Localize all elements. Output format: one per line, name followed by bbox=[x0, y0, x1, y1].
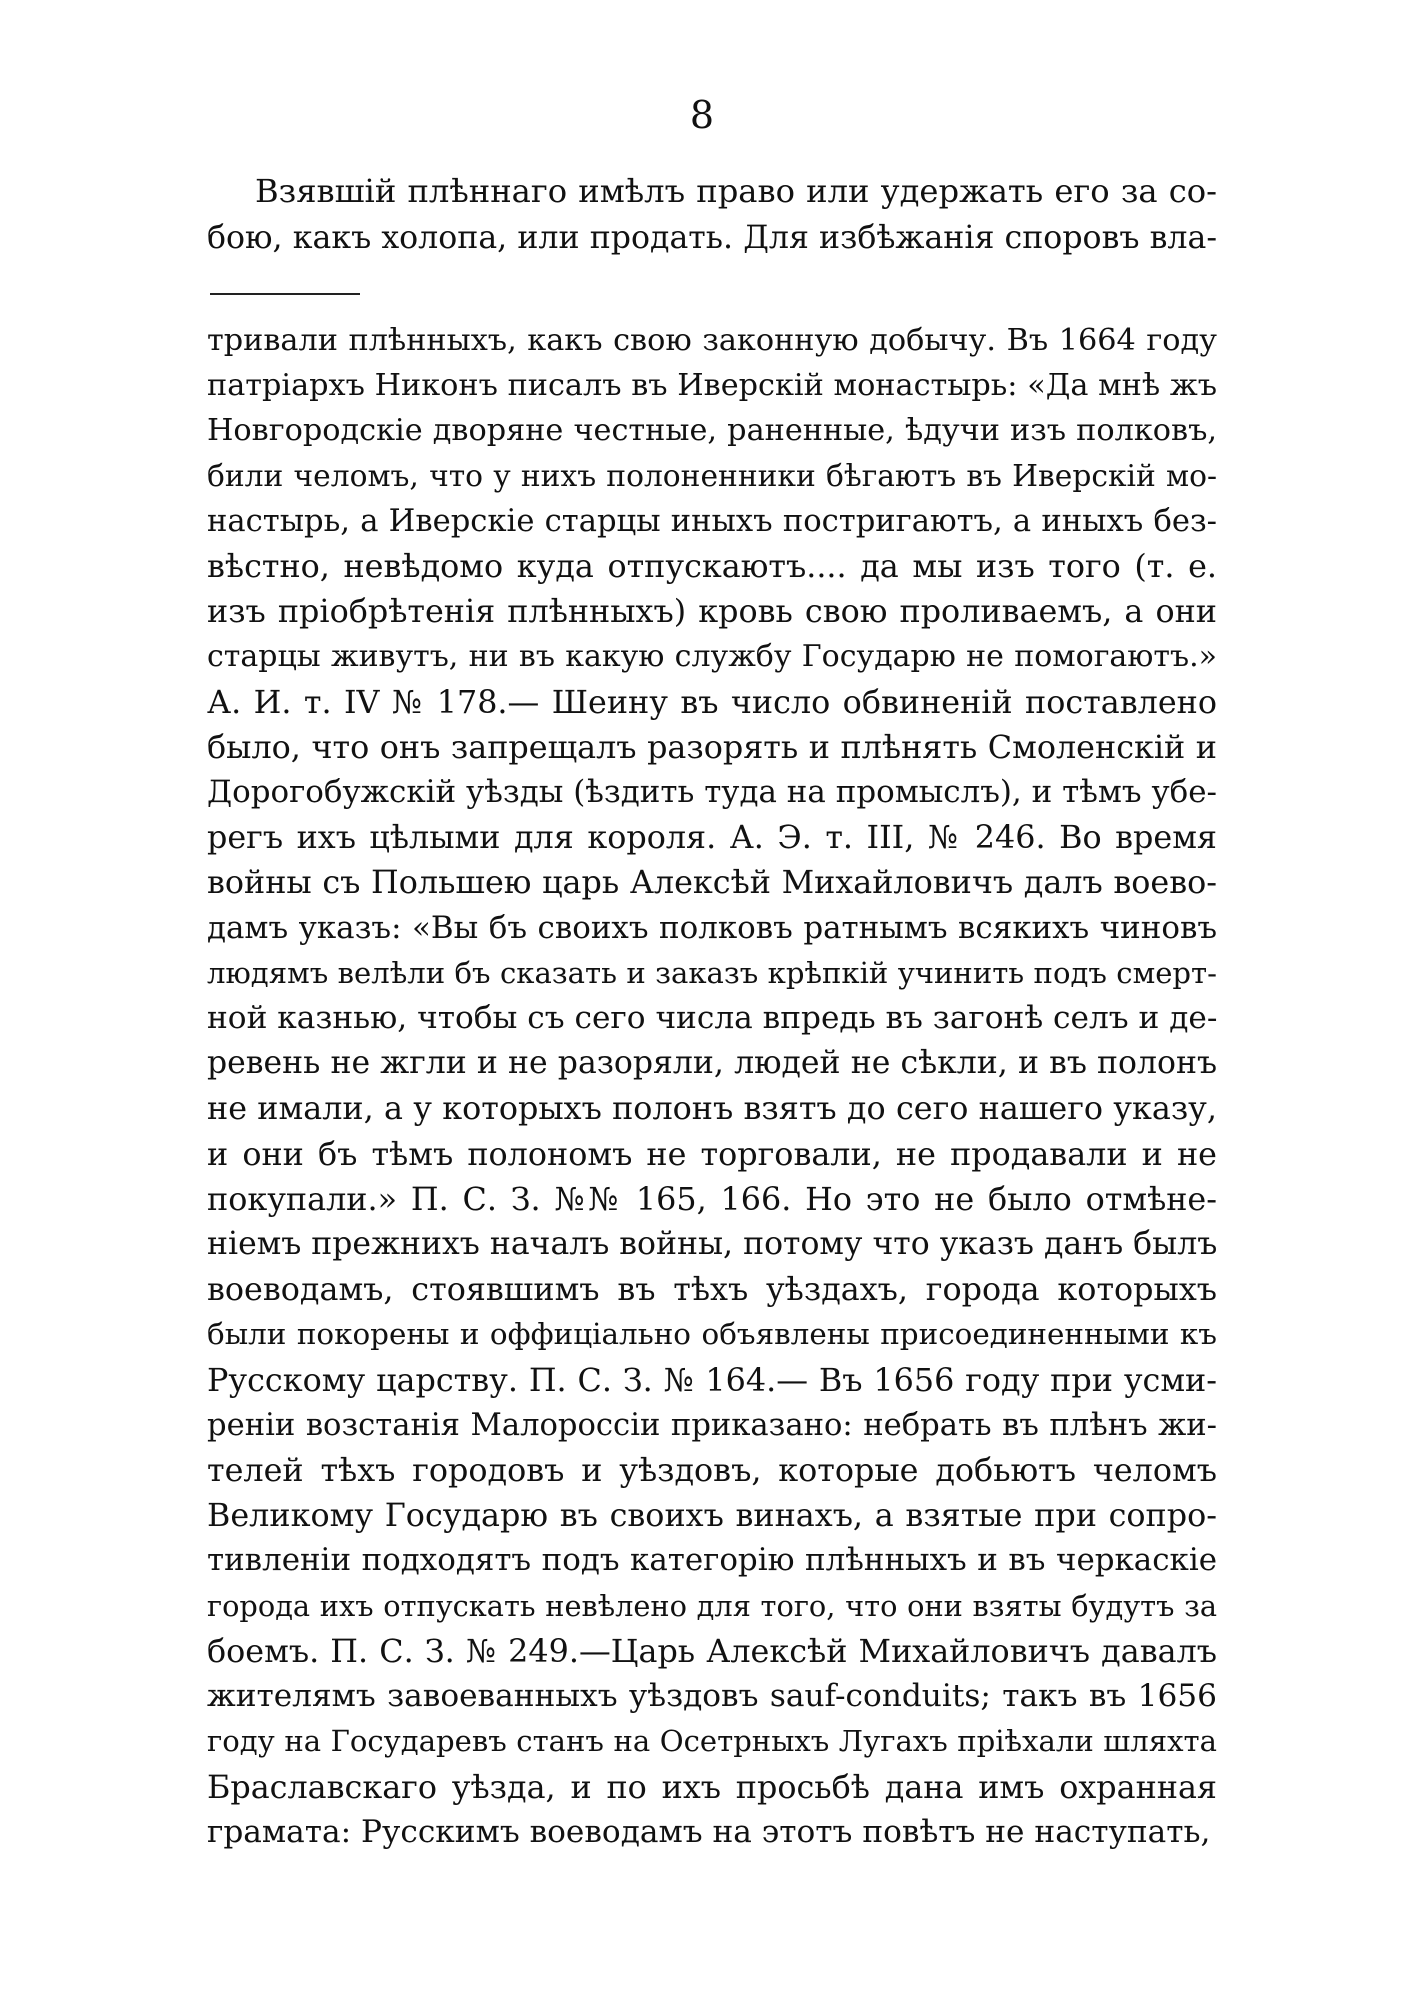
page-number: 8 bbox=[689, 93, 715, 137]
footnote-line: войны съ Польшею царь Алексѣй Михайловичъ далъ воево- bbox=[207, 864, 1217, 902]
footnote-line: не имали, а у которыхъ полонъ взятъ до сего нашего указу, bbox=[207, 1090, 1217, 1128]
footnote-line: грамата: Русскимъ воеводамъ на этотъ повѣтъ не наступать, bbox=[207, 1813, 1211, 1850]
footnote-line: были покорены и оффиціально объявлены присоединенными къ bbox=[207, 1317, 1217, 1352]
footnote-line: было, что онъ запрещалъ разорять и плѣнять Смоленскій и bbox=[207, 728, 1217, 766]
footnote-line: ніемъ прежнихъ началъ войны, потому что указъ данъ былъ bbox=[207, 1226, 1218, 1263]
footnote-line: Дорогобужскій уѣзды (ѣздить туда на промыслъ), и тѣмъ убе- bbox=[207, 774, 1217, 811]
main-text-line: Взявшій плѣннаго имѣлъ право или удержать его за со- bbox=[255, 172, 1217, 210]
footnote-line: настырь, а Иверскіе старцы иныхъ постригаютъ, а иныхъ без- bbox=[207, 503, 1217, 539]
footnote-line: покупали.» П. С. З. №№ 165, 166. Но это не было отмѣне- bbox=[207, 1180, 1217, 1218]
footnote-line: тривали плѣнныхъ, какъ свою законную добычу. Въ 1664 году bbox=[207, 323, 1217, 358]
footnote-line: регъ ихъ цѣлыми для короля. А. Э. т. III, № 246. Во время bbox=[207, 819, 1217, 857]
footnote-line: боемъ. П. С. З. № 249.—Царь Алексѣй Михайловичъ давалъ bbox=[207, 1632, 1217, 1670]
footnote-line: Русскому царству. П. С. З. № 164.— Въ 1656 году при усми- bbox=[207, 1361, 1217, 1399]
footnote-line: ревень не жгли и не разоряли, людей не сѣкли, и въ полонъ bbox=[207, 1045, 1217, 1082]
main-text-line: бою, какъ холопа, или продать. Для избѣжанія споровъ вла- bbox=[207, 220, 1217, 256]
footnote-line: жителямъ завоеванныхъ уѣздовъ sauf-conduits; такъ въ 1656 bbox=[207, 1678, 1217, 1715]
footnote-line: году на Государевъ станъ на Осетрныхъ Лугахъ пріѣхали шляхта bbox=[207, 1724, 1217, 1759]
footnote-line: Новгородскіе дворяне честные, раненные, ѣдучи изъ полковъ, bbox=[207, 413, 1217, 449]
footnote-line: реніи возстанія Малороссіи приказано: небрать въ плѣнъ жи- bbox=[207, 1407, 1217, 1443]
main-text-block bbox=[207, 168, 1217, 262]
footnote-separator bbox=[210, 293, 360, 295]
footnote-line: тивленіи подходятъ подъ категорію плѣнныхъ и въ черкаскіе bbox=[207, 1542, 1217, 1579]
footnote-line: старцы живутъ, ни въ какую службу Государю не помогаютъ.» bbox=[207, 639, 1217, 675]
footnote-line: телей тѣхъ городовъ и уѣздовъ, которые добьютъ челомъ bbox=[207, 1452, 1217, 1490]
footnote-line: Браславскаго уѣзда, и по ихъ просьбѣ дана имъ охранная bbox=[207, 1768, 1217, 1806]
footnote-line: били челомъ, что у нихъ полоненники бѣгаютъ въ Иверскій мо- bbox=[207, 458, 1217, 494]
footnote-line: и они бъ тѣмъ полономъ не торговали, не продавали и не bbox=[207, 1135, 1217, 1173]
footnote-block bbox=[207, 318, 1217, 1855]
footnote-line: изъ пріобрѣтенія плѣнныхъ) кровь свою проливаемъ, а они bbox=[207, 593, 1217, 631]
footnote-line: вѣстно, невѣдомо куда отпускаютъ.... да мы изъ того (т. е. bbox=[207, 548, 1217, 586]
footnote-line: воеводамъ, стоявшимъ въ тѣхъ уѣздахъ, города которыхъ bbox=[207, 1271, 1217, 1309]
footnote-line: людямъ велѣли бъ сказать и заказъ крѣпкій учинить подъ смерт- bbox=[207, 955, 1217, 990]
footnote-line: дамъ указъ: «Вы бъ своихъ полковъ ратнымъ всякихъ чиновъ bbox=[207, 909, 1217, 946]
footnote-line: города ихъ отпускать невѣлено для того, что они взяты будутъ за bbox=[207, 1588, 1217, 1623]
footnote-line: патріархъ Никонъ писалъ въ Иверскій монастырь: «Да мнѣ жъ bbox=[207, 368, 1217, 404]
footnote-line: А. И. т. IV № 178.— Шеину въ число обвиненій поставлено bbox=[207, 683, 1217, 721]
footnote-line: Великому Государю въ своихъ винахъ, а взятые при сопро- bbox=[207, 1497, 1217, 1535]
footnote-line: ной казнью, чтобы съ сего числа впредь въ загонѣ селъ и де- bbox=[207, 1000, 1218, 1037]
